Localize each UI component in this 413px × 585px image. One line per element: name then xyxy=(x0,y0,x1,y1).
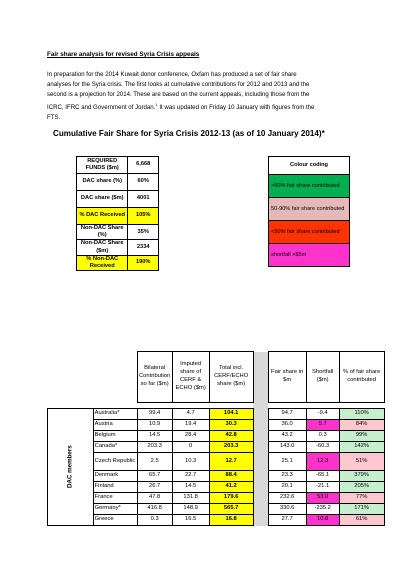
group-cell xyxy=(48,409,94,526)
cell-gap xyxy=(253,515,268,526)
summary-label: REQUIRED FUNDS ($m) xyxy=(77,157,128,174)
legend-item: 50-90% fair share contributed xyxy=(269,198,350,221)
cell-fair-share: 232.6 xyxy=(268,493,306,504)
cell-percent: 61% xyxy=(339,515,384,526)
summary-row xyxy=(77,240,159,255)
cell-shortfall: -60.3 xyxy=(306,442,339,453)
intro-line: second is a projection for 2014. These are based on the current appeals, including those from the xyxy=(47,90,310,98)
cell-country: Germany* xyxy=(93,504,137,515)
cell-percent: 142% xyxy=(339,442,384,453)
cell-percent: 99% xyxy=(339,431,384,442)
cell-total: 30.3 xyxy=(209,420,253,431)
cell-imputed: 10.3 xyxy=(172,453,209,471)
header-row xyxy=(48,352,385,403)
summary-row xyxy=(77,191,159,208)
cell-fair-share: 330.6 xyxy=(268,504,306,515)
cell-country: Greece xyxy=(93,515,137,526)
legend-item: >90% fair share contributed xyxy=(269,175,350,198)
summary-label: DAC share ($m) xyxy=(77,191,128,208)
summary-label: % Non-DAC Received xyxy=(77,255,128,270)
cell-percent: 84% xyxy=(339,420,384,431)
cell-imputed: 28.4 xyxy=(172,431,209,442)
cell-country: France xyxy=(93,493,137,504)
cell-country: Austria xyxy=(93,420,137,431)
cell-imputed: 148.9 xyxy=(172,504,209,515)
cell-total: 42.8 xyxy=(209,431,253,442)
table-row xyxy=(48,515,385,526)
cell-country: Australia* xyxy=(93,409,137,420)
cell-fair-share: 23.3 xyxy=(268,471,306,482)
cell-country: Canada* xyxy=(93,442,137,453)
summary-label: % DAC Received xyxy=(77,208,128,225)
cell-percent: 205% xyxy=(339,482,384,493)
summary-value: 4001 xyxy=(128,191,159,208)
cell-shortfall: 10.8 xyxy=(306,515,339,526)
summary-row xyxy=(77,157,159,174)
cell-percent: 379% xyxy=(339,471,384,482)
table-row xyxy=(48,453,385,471)
header-blank xyxy=(93,352,137,403)
summary-label: DAC share (%) xyxy=(77,174,128,191)
cell-bilateral: 0.3 xyxy=(137,515,172,526)
cell-bilateral: 416.8 xyxy=(137,504,172,515)
cell-total: 565.7 xyxy=(209,504,253,515)
intro-line-text: ICRC, IFRC and Government of Jordan. xyxy=(47,103,156,111)
intro-line-tail: It was updated on Friday 10 January with figures from the xyxy=(157,103,315,111)
cell-gap xyxy=(253,442,268,453)
cell-shortfall: 12.3 xyxy=(306,453,339,471)
cell-imputed: 131.8 xyxy=(172,493,209,504)
header-bilateral: Bilateral Contribution so far ($m) xyxy=(137,352,172,403)
summary-row xyxy=(77,174,159,191)
summary-value: 190% xyxy=(128,255,159,270)
cell-imputed: 16.5 xyxy=(172,515,209,526)
summary-row xyxy=(77,225,159,240)
cell-shortfall: -21.1 xyxy=(306,482,339,493)
summary-label: Non-DAC Share ($m) xyxy=(77,240,128,255)
cell-bilateral: 14.5 xyxy=(137,431,172,442)
cell-total: 16.8 xyxy=(209,515,253,526)
legend-title: Colour coding xyxy=(269,157,350,175)
legend-title-row xyxy=(269,157,350,175)
intro-line: FTS. xyxy=(47,113,61,121)
cell-country: Czech Republic xyxy=(93,453,137,471)
cell-fair-share: 143.0 xyxy=(268,442,306,453)
cell-shortfall: 53.0 xyxy=(306,493,339,504)
cell-bilateral: 99.4 xyxy=(137,409,172,420)
cell-fair-share: 25.1 xyxy=(268,453,306,471)
cell-shortfall: 0.3 xyxy=(306,431,339,442)
table-row xyxy=(48,471,385,482)
cell-total: 203.3 xyxy=(209,442,253,453)
cell-imputed: 19.4 xyxy=(172,420,209,431)
header-shortfall: Shortfall ($m) xyxy=(306,352,339,403)
cell-imputed: 0 xyxy=(172,442,209,453)
intro-paragraph xyxy=(47,70,367,123)
table-row xyxy=(48,482,385,493)
header-imputed: Imputed share of CERF & ECHO ($m) xyxy=(172,352,209,403)
header-fair-share: Fair share in $m xyxy=(268,352,306,403)
intro-line: analyses for the Syria crisis. The first looks at cumulative contributions for 2012 and 2013 and the xyxy=(47,80,310,88)
cell-bilateral: 203.3 xyxy=(137,442,172,453)
cell-fair-share: 27.7 xyxy=(268,515,306,526)
cell-shortfall: -65.1 xyxy=(306,471,339,482)
summary-label: Non-DAC Share (%) xyxy=(77,225,128,240)
summary-row xyxy=(77,255,159,270)
page-heading: Fair share analysis for revised Syria Crisis appeals xyxy=(47,51,200,58)
cell-shortfall: 5.7 xyxy=(306,420,339,431)
cell-fair-share: 20.1 xyxy=(268,482,306,493)
cell-shortfall: -9.4 xyxy=(306,409,339,420)
cell-imputed: 4.7 xyxy=(172,409,209,420)
summary-value: 2334 xyxy=(128,240,159,255)
legend-row xyxy=(269,198,350,221)
colour-legend xyxy=(268,156,350,267)
cell-total: 41.2 xyxy=(209,482,253,493)
intro-line: In preparation for the 2014 Kuwait donor conference, Oxfam has produced a set of fair share xyxy=(47,71,297,78)
legend-item: shortfall >$5m xyxy=(269,244,350,267)
table-row xyxy=(48,442,385,453)
legend-row xyxy=(269,244,350,267)
table-row xyxy=(48,431,385,442)
header-blank xyxy=(48,352,94,403)
table-row xyxy=(48,420,385,431)
cell-total: 104.1 xyxy=(209,409,253,420)
cell-percent: 77% xyxy=(339,493,384,504)
cell-bilateral: 65.7 xyxy=(137,471,172,482)
legend-item: <50% fair share contributed xyxy=(269,221,350,244)
table-title: Cumulative Fair Share for Syria Crisis 2012-13 (as of 10 January 2014)* xyxy=(53,129,325,138)
cell-bilateral: 47.8 xyxy=(137,493,172,504)
cell-bilateral: 26.7 xyxy=(137,482,172,493)
cell-imputed: 22.7 xyxy=(172,471,209,482)
header-total: Total incl. CERF/ECHO share ($m) xyxy=(209,352,253,403)
cell-gap xyxy=(253,409,268,420)
summary-value: 60% xyxy=(128,174,159,191)
cell-fair-share: 36.0 xyxy=(268,420,306,431)
cell-total: 12.7 xyxy=(209,453,253,471)
summary-value: 35% xyxy=(128,225,159,240)
cell-total: 88.4 xyxy=(209,471,253,482)
table-row xyxy=(48,493,385,504)
cell-country: Denmark xyxy=(93,471,137,482)
cell-gap xyxy=(253,420,268,431)
cell-fair-share: 94.7 xyxy=(268,409,306,420)
cell-total: 179.6 xyxy=(209,493,253,504)
cell-shortfall: -235.2 xyxy=(306,504,339,515)
summary-value: 105% xyxy=(128,208,159,225)
summary-row xyxy=(77,208,159,225)
group-label: DAC members xyxy=(66,445,74,489)
legend-row xyxy=(269,221,350,244)
cell-percent: 51% xyxy=(339,453,384,471)
summary-value: 6,668 xyxy=(128,157,159,174)
cell-fair-share: 43.2 xyxy=(268,431,306,442)
cell-gap xyxy=(253,493,268,504)
cell-percent: 110% xyxy=(339,409,384,420)
header-percent: % of fair share contributed xyxy=(339,352,384,403)
cell-gap xyxy=(253,453,268,471)
cell-country: Belgium xyxy=(93,431,137,442)
table-row xyxy=(48,409,385,420)
footnote-marker: 1 xyxy=(155,101,158,107)
fair-share-table xyxy=(47,351,385,526)
cell-gap xyxy=(253,471,268,482)
cell-bilateral: 2.5 xyxy=(137,453,172,471)
cell-bilateral: 10.9 xyxy=(137,420,172,431)
table-row xyxy=(48,504,385,515)
header-gap xyxy=(253,352,268,403)
cell-imputed: 14.5 xyxy=(172,482,209,493)
cell-percent: 171% xyxy=(339,504,384,515)
intro-line xyxy=(47,100,367,113)
cell-gap xyxy=(253,431,268,442)
legend-row xyxy=(269,175,350,198)
cell-gap xyxy=(253,504,268,515)
summary-table xyxy=(76,156,159,271)
cell-country: Finland xyxy=(93,482,137,493)
cell-gap xyxy=(253,482,268,493)
